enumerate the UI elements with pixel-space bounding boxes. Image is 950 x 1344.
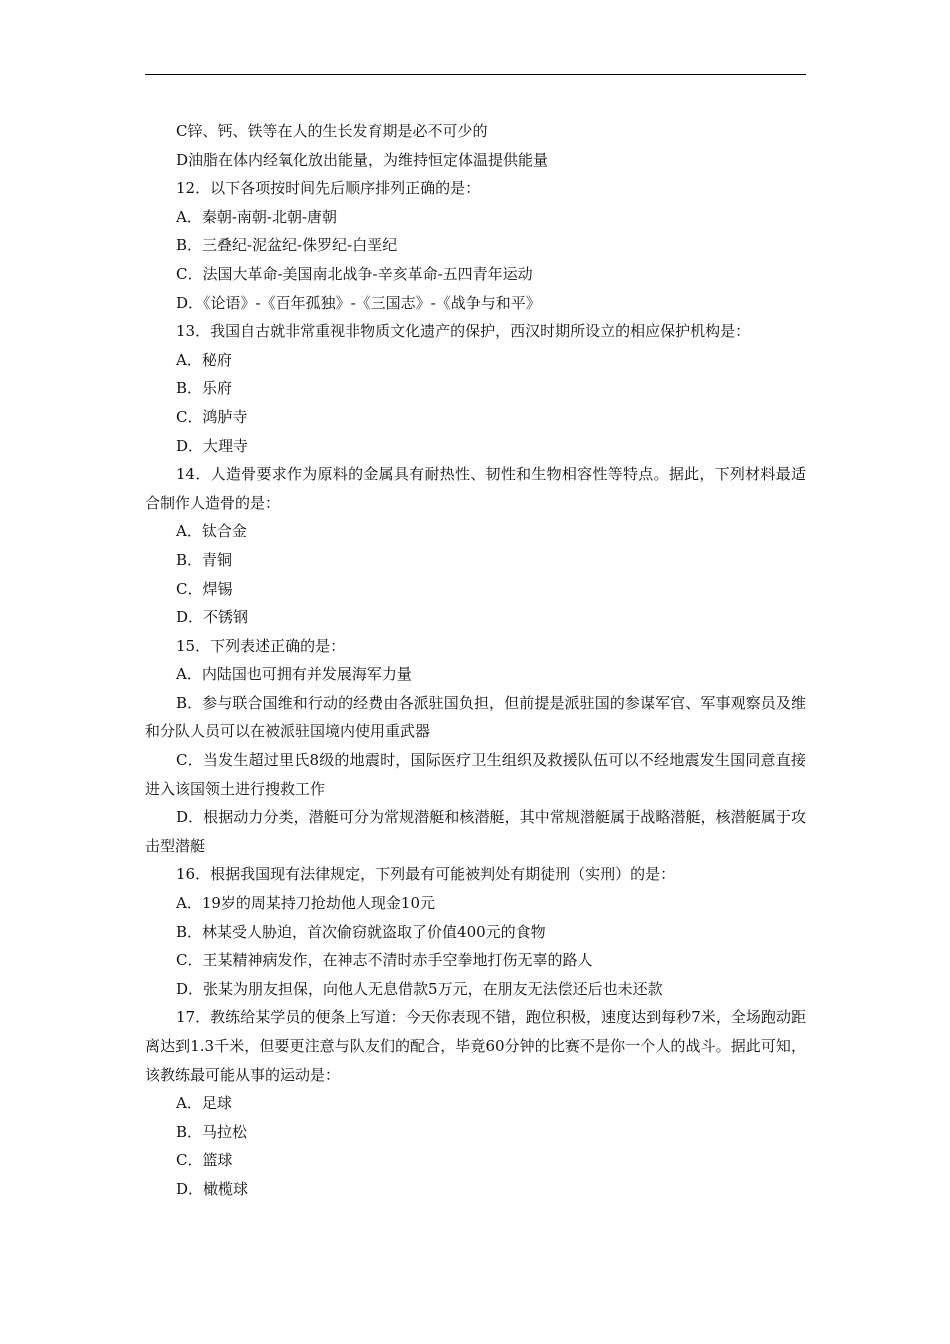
page-content	[145, 117, 806, 1204]
q11-option-c: C锌、钙、铁等在人的生长发育期是必不可少的	[176, 122, 488, 140]
q15-option-d: D．根据动力分类，潜艇可分为常规潜艇和核潜艇，其中常规潜艇属于战略潜艇，核潜艇属于攻击型潜艇	[145, 808, 806, 855]
q15-stem: 15．下列表述正确的是：	[176, 636, 346, 655]
q14-stem: 14．人造骨要求作为原料的金属具有耐热性、韧性和生物相容性等特点。据此，下列材料最适合制作人造骨的是：	[145, 465, 806, 512]
q16-option-c: C．王某精神病发作，在神志不清时赤手空拳地打伤无辜的路人	[176, 951, 593, 970]
q12-option-d: D．《论语》-《百年孤独》-《三国志》-《战争与和平》	[176, 293, 541, 312]
q16-option-a: A．19岁的周某持刀抢劫他人现金10元	[176, 894, 436, 913]
q13-option-a: A．秘府	[176, 350, 232, 369]
q12-stem: 12．以下各项按时间先后顺序排列正确的是：	[176, 179, 481, 198]
q12-option-b: B．三叠纪-泥盆纪-侏罗纪-白垩纪	[176, 236, 398, 255]
q17-option-b: B．马拉松	[176, 1122, 248, 1141]
q13-option-c: C．鸿胪寺	[176, 407, 248, 426]
q16-stem: 16．根据我国现有法律规定，下列最有可能被判处有期徒刑（实刑）的是：	[176, 865, 676, 884]
q13-option-b: B．乐府	[176, 379, 233, 398]
q13-option-d: D．大理寺	[176, 436, 249, 455]
q17-option-a: A．足球	[176, 1094, 232, 1113]
q16-option-b: B．林某受人胁迫，首次偷窃就盗取了价值400元的食物	[176, 922, 546, 941]
q15-option-a: A．内陆国也可拥有并发展海军力量	[176, 665, 412, 684]
header-rule	[145, 74, 806, 75]
q17-stem: 17．教练给某学员的便条上写道：今天你表现不错，跑位积极，速度达到每秒7米，全场跑动距离达到1.3千米，但要更注意与队友们的配合，毕竟60分钟的比赛不是你一个人的战斗。据此可知，该教练最可能从事的运动是：	[145, 1008, 806, 1084]
q17-option-c: C．篮球	[176, 1151, 233, 1170]
q14-option-b: B．青铜	[176, 550, 233, 569]
q16-option-d: D．张某为朋友担保，向他人无息借款5万元，在朋友无法偿还后也未还款	[176, 979, 663, 998]
q14-option-a: A．钛合金	[176, 522, 247, 541]
q14-option-d: D．不锈钢	[176, 608, 249, 627]
q15-option-c: C．当发生超过里氏8级的地震时，国际医疗卫生组织及救援队伍可以不经地震发生国同意直接进入该国领土进行搜救工作	[145, 751, 806, 798]
q11-option-d: D油脂在体内经氧化放出能量，为维持恒定体温提供能量	[176, 150, 549, 169]
q17-option-d: D．橄榄球	[176, 1179, 249, 1198]
q12-option-a: A．秦朝-南朝-北朝-唐朝	[176, 207, 338, 226]
q14-option-c: C．焊锡	[176, 579, 233, 598]
q15-option-b: B．参与联合国维和行动的经费由各派驻国负担，但前提是派驻国的参谋军官、军事观察员及维和分队人员可以在被派驻国境内使用重武器	[145, 693, 806, 741]
q12-option-c: C．法国大革命-美国南北战争-辛亥革命-五四青年运动	[176, 264, 533, 283]
q13-stem: 13．我国自古就非常重视非物质文化遗产的保护，西汉时期所设立的相应保护机构是：	[176, 322, 751, 341]
